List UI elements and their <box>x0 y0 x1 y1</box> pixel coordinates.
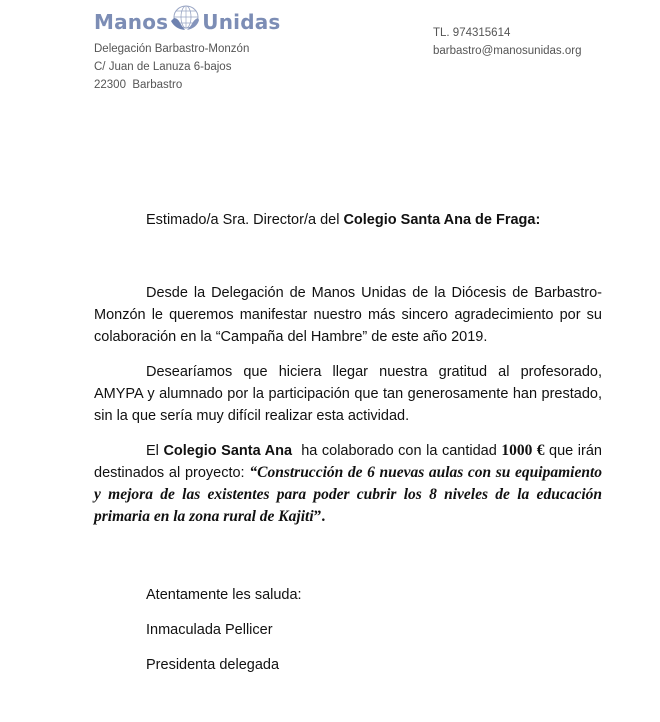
greeting <box>146 212 540 228</box>
globe-hands-icon <box>169 5 201 33</box>
project-name: “Construcción de 6 nuevas aulas con su equipamiento y mejora de las existentes para poder cubrir los 8 niveles de la educación primaria en la zona rural de Kajiti <box>94 464 602 525</box>
phone-number: TL. 974315614 <box>433 27 511 39</box>
email-address: barbastro@manosunidas.org <box>433 45 582 57</box>
address-line: C/ Juan de Lanuza 6-bajos <box>94 61 232 73</box>
paragraph-text: Desde la Delegación de Manos Unidas de la Diócesis de Barbastro-Monzón le queremos manifestar nuestro más sincero agradecimiento por su colaboración en la “Campaña del Hambre” de este año 2019. <box>94 285 602 345</box>
signer-name: Inmaculada Pellicer <box>146 622 273 638</box>
address-line: 22300 Barbastro <box>94 79 183 91</box>
logo-word-manos: Manos <box>94 10 169 34</box>
manos-unidas-logo <box>94 8 281 36</box>
text-destined: que irán destinados al proyecto: <box>94 443 607 481</box>
donation-amount: 1000 € <box>501 442 545 459</box>
address-line: Delegación Barbastro-Monzón <box>94 43 250 55</box>
sender-address <box>94 40 249 94</box>
paragraph-text: Desearíamos que hiciera llegar nuestra gratitud al profesorado, AMYPA y alumnado por la participación que tan generosamente han prestado, sin la que sería muy difícil realizar esta actividad. <box>94 364 602 424</box>
paragraph-thanks <box>94 282 602 348</box>
text-intro: El <box>146 443 164 459</box>
closing-quote: ”. <box>313 508 326 525</box>
signer-title: Presidenta delegada <box>146 657 280 673</box>
greeting-recipient: Colegio Santa Ana de Fraga: <box>343 212 541 228</box>
logo-word-unidas: Unidas <box>202 10 281 34</box>
closing-salutation: Atentamente les saluda: <box>146 587 302 603</box>
paragraph-gratitude <box>94 361 602 427</box>
sender-contact <box>433 24 581 60</box>
school-name: Colegio Santa Ana <box>163 443 293 459</box>
paragraph-donation <box>94 440 607 528</box>
greeting-prefix: Estimado/a Sra. Director/a del <box>146 212 344 228</box>
text-collaborated: ha colaborado con la cantidad <box>292 443 502 459</box>
